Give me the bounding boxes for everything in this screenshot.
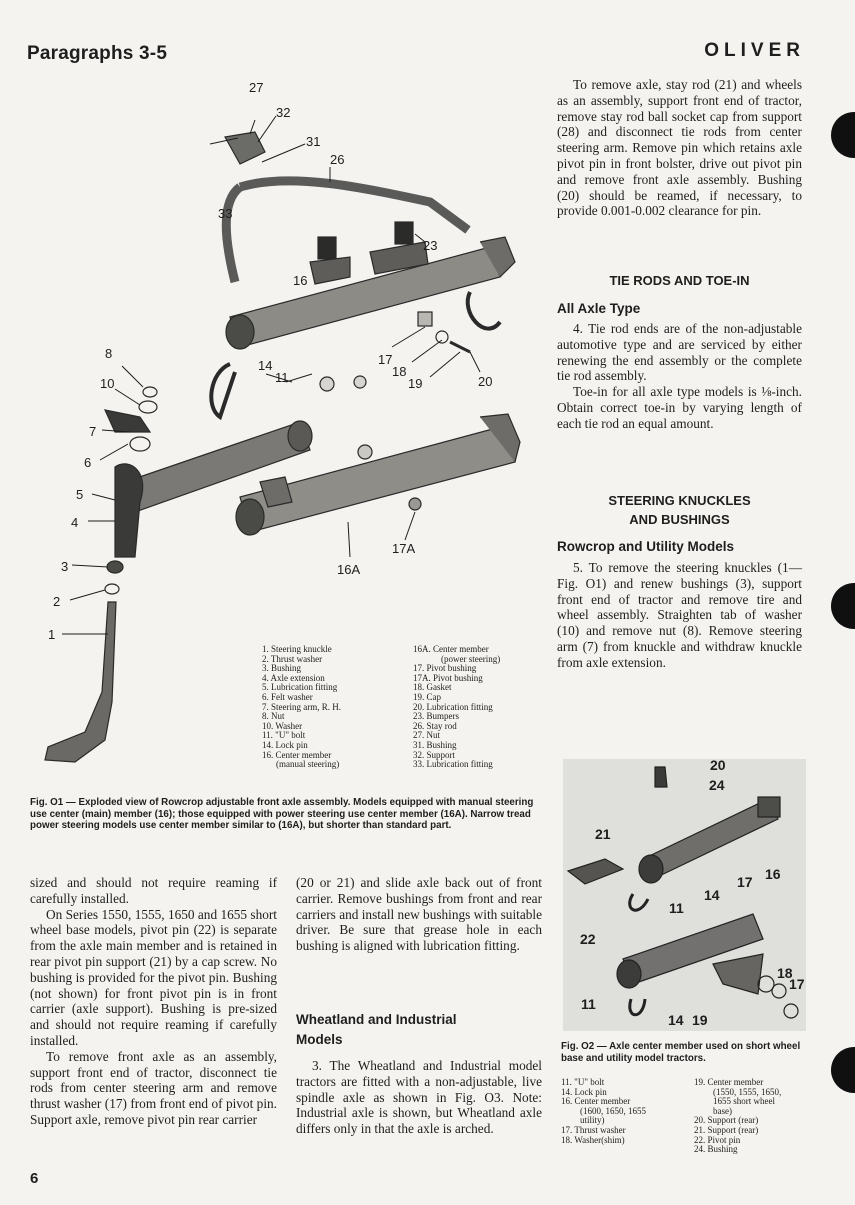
legend-item: 16. Center member xyxy=(561,1096,631,1107)
paragraph: 5. To remove the steering knuckles (1—Fig. O1) and renew bushings (3), support front end of tractor and remove tire and wheel assembly. Straighten tab of washer (10) and remove nut (8). Remove steering arm (7) from knuckle and withdraw knuckle from axle extension. xyxy=(557,560,802,670)
legend-item: base) xyxy=(713,1105,732,1116)
legend-item: 16. Center member xyxy=(262,749,332,760)
legend-item: 7. Steering arm, R. H. xyxy=(262,701,341,712)
callout-label: 33 xyxy=(218,206,233,221)
legend-item: 17. Thrust washer xyxy=(561,1124,626,1135)
legend-item: 31. Bushing xyxy=(413,739,457,750)
callout-label: 17A xyxy=(392,541,416,556)
legend-item: 11. "U" bolt xyxy=(561,1077,605,1087)
legend-item: 27. Nut xyxy=(413,730,440,741)
legend-item: 14. Lock pin xyxy=(262,739,308,750)
fig-o2-legend-left xyxy=(561,1078,646,1145)
heading-line: Wheatland and Industrial xyxy=(296,1012,457,1027)
legend-item: (1550, 1555, 1650, xyxy=(713,1086,782,1097)
legend-item: 18. Washer(shim) xyxy=(561,1134,625,1145)
paragraph: Toe-in for all axle type models is ⅛-inch. Obtain correct toe-in by varying length of each tie rod an equal amount. xyxy=(557,384,802,431)
legend-item: utility) xyxy=(580,1115,605,1126)
callout-label: 3 xyxy=(61,559,69,574)
callout-label: 22 xyxy=(580,931,596,947)
legend-item: 26. Stay rod xyxy=(413,720,457,731)
thumb-tab-marker xyxy=(831,1047,855,1093)
legend-item: 1. Steering knuckle xyxy=(262,644,332,654)
legend-item: 2. Thrust washer xyxy=(262,653,323,664)
callout-label: 17 xyxy=(789,976,805,992)
subsection-heading: All Axle Type xyxy=(557,301,641,316)
subsection-heading: Rowcrop and Utility Models xyxy=(557,539,735,554)
heading-line: AND BUSHINGS xyxy=(629,512,730,527)
brand-header: OLIVER xyxy=(704,40,805,61)
left-column-text xyxy=(30,875,277,1128)
callout-label: 14 xyxy=(668,1012,684,1028)
paragraph: On Series 1550, 1555, 1650 and 1655 short wheel base models, pivot pin (22) is separate from the axle main member and is retained in rear pivot pin support (21) by a cap screw. No bushing is provided for the pivot pin. Bushing (not shown) for front pivot pin is in front carrier (axle support). Bushing is pre-sized and should not require reaming if carefully installed. xyxy=(30,906,277,1048)
callout-label: 31 xyxy=(306,134,321,149)
callout-label: 18 xyxy=(777,965,793,981)
legend-item: (manual steering) xyxy=(276,759,340,770)
legend-item: 21. Support (rear) xyxy=(694,1124,759,1135)
callout-label: 5 xyxy=(76,487,84,502)
callout-label: 4 xyxy=(71,515,79,530)
legend-item: 20. Lubrication fitting xyxy=(413,701,493,712)
fig-o1-legend-right xyxy=(413,645,500,770)
callout-label: 18 xyxy=(392,364,407,379)
callout-label: 19 xyxy=(692,1012,708,1028)
legend-item: 5. Lubrication fitting xyxy=(262,682,338,693)
legend-item: 32. Support xyxy=(413,749,456,760)
callout-label: 6 xyxy=(84,455,92,470)
fig-o2-legend-right xyxy=(694,1078,781,1155)
callout-label: 11 xyxy=(275,370,289,385)
paragraph: To remove axle, stay rod (21) and wheels as an assembly, support front end of tractor, remove stay rod ball socket cap from support (28) and disconnect tie rods from center steering arm. Remove pin which retains axle pivot pin in front bolster, drive out pivot pin and remove front axle assembly. Bushing (20) should be reamed, if necessary, to provide 0.001-0.002 clearance for pin. xyxy=(557,77,802,219)
callout-label: 1 xyxy=(48,627,56,642)
page-number: 6 xyxy=(30,1170,39,1187)
legend-item: 8. Nut xyxy=(262,711,285,722)
legend-item: 1655 short wheel xyxy=(713,1096,775,1107)
callout-label: 26 xyxy=(330,152,345,167)
legend-item: 24. Bushing xyxy=(694,1144,738,1155)
callout-label: 11 xyxy=(581,996,596,1012)
middle-column-text xyxy=(296,875,542,954)
thumb-tab-marker xyxy=(831,583,855,629)
heading-line: STEERING KNUCKLES xyxy=(608,493,751,508)
fig-o1-legend-left xyxy=(262,645,341,770)
paragraph: sized and should not require reaming if carefully installed. xyxy=(30,875,277,906)
legend-item: 20. Support (rear) xyxy=(694,1115,759,1126)
paragraph: (20 or 21) and slide axle back out of front carrier. Remove bushings from front and rear carriers and install new bushings with suitable driver. Be sure that grease hole in each bushing is aligned with lubrication fitting. xyxy=(296,875,542,954)
callout-label: 23 xyxy=(423,238,438,253)
legend-item: 17. Pivot bushing xyxy=(413,663,477,674)
callout-label: 16 xyxy=(765,866,781,882)
legend-item: 18. Gasket xyxy=(413,682,452,693)
callout-label: 14 xyxy=(704,887,720,903)
right-column-text xyxy=(557,321,802,432)
callout-label: 16 xyxy=(293,273,308,288)
callout-label: 17 xyxy=(737,874,753,890)
callout-label: 7 xyxy=(89,424,97,439)
middle-column-text xyxy=(296,1058,542,1137)
fig-o1-caption: Fig. O1 — Exploded view of Rowcrop adjustable front axle assembly. Models equipped with manual steering use center (main) member (16); those equipped with power steering use center member (16A). Narrow tread power steering models use center member similar to (16A), but shorter than standard part. xyxy=(30,797,534,831)
legend-item: 16A. Center member xyxy=(413,644,489,654)
fig-o2-axle-photo-drawing xyxy=(563,759,806,1031)
heading-line: Models xyxy=(296,1032,343,1047)
callout-label: 27 xyxy=(249,80,264,95)
legend-item: 6. Felt washer xyxy=(262,691,313,702)
callout-label: 17 xyxy=(378,352,393,367)
callout-label: 19 xyxy=(408,376,423,391)
legend-item: 10. Washer xyxy=(262,720,303,731)
callout-label: 32 xyxy=(276,105,291,120)
right-column-text xyxy=(557,77,802,219)
callout-label: 16A xyxy=(337,562,361,577)
legend-item: 17A. Pivot bushing xyxy=(413,672,483,683)
paragraph: To remove front axle as an assembly, support front end of tractor, disconnect tie rods from center steering arm and remove thrust washer (17) from front end of pivot pin. Support axle, remove pivot pin rear carrier xyxy=(30,1048,277,1127)
right-column-text xyxy=(557,560,802,671)
callout-label: 8 xyxy=(105,346,113,361)
thumb-tab-marker xyxy=(831,112,855,158)
legend-item: 4. Axle extension xyxy=(262,672,325,683)
callout-label: 24 xyxy=(709,777,725,793)
section-heading xyxy=(557,491,802,529)
fig-o2-photo xyxy=(563,759,806,1031)
legend-item: (power steering) xyxy=(441,653,501,664)
section-heading: TIE RODS AND TOE-IN xyxy=(609,273,750,288)
legend-item: 23. Bumpers xyxy=(413,711,459,722)
legend-item: 14. Lock pin xyxy=(561,1086,607,1097)
fig-o2-caption: Fig. O2 — Axle center member used on short wheel base and utility model tractors. xyxy=(561,1041,801,1064)
subsection-heading xyxy=(296,1010,457,1050)
callout-label: 21 xyxy=(595,826,611,842)
callout-label: 14 xyxy=(258,358,273,373)
callout-label: 11 xyxy=(669,900,684,916)
legend-item: 33. Lubrication fitting xyxy=(413,759,493,770)
legend-item: 19. Center member xyxy=(694,1077,764,1087)
section-header: Paragraphs 3-5 xyxy=(27,43,168,64)
paragraph: 3. The Wheatland and Industrial model tractors are fitted with a non-adjustable, live spindle axle as shown in Fig. O3. Note: Industrial axle is shown, but Wheatland axle differs only in that the axle is arched. xyxy=(296,1058,542,1137)
callout-label: 10 xyxy=(100,376,115,391)
legend-item: (1600, 1650, 1655 xyxy=(580,1105,646,1116)
callout-label: 20 xyxy=(710,757,726,773)
legend-item: 3. Bushing xyxy=(262,663,302,674)
legend-item: 19. Cap xyxy=(413,691,441,702)
legend-item: 22. Pivot pin xyxy=(694,1134,741,1145)
callout-label: 2 xyxy=(53,594,61,609)
legend-item: 11. "U" bolt xyxy=(262,730,306,741)
callout-label: 20 xyxy=(478,374,493,389)
paragraph: 4. Tie rod ends are of the non-adjustable automotive type and are serviced by either renewing the end assembly or the complete tie rod assembly. xyxy=(557,321,802,384)
